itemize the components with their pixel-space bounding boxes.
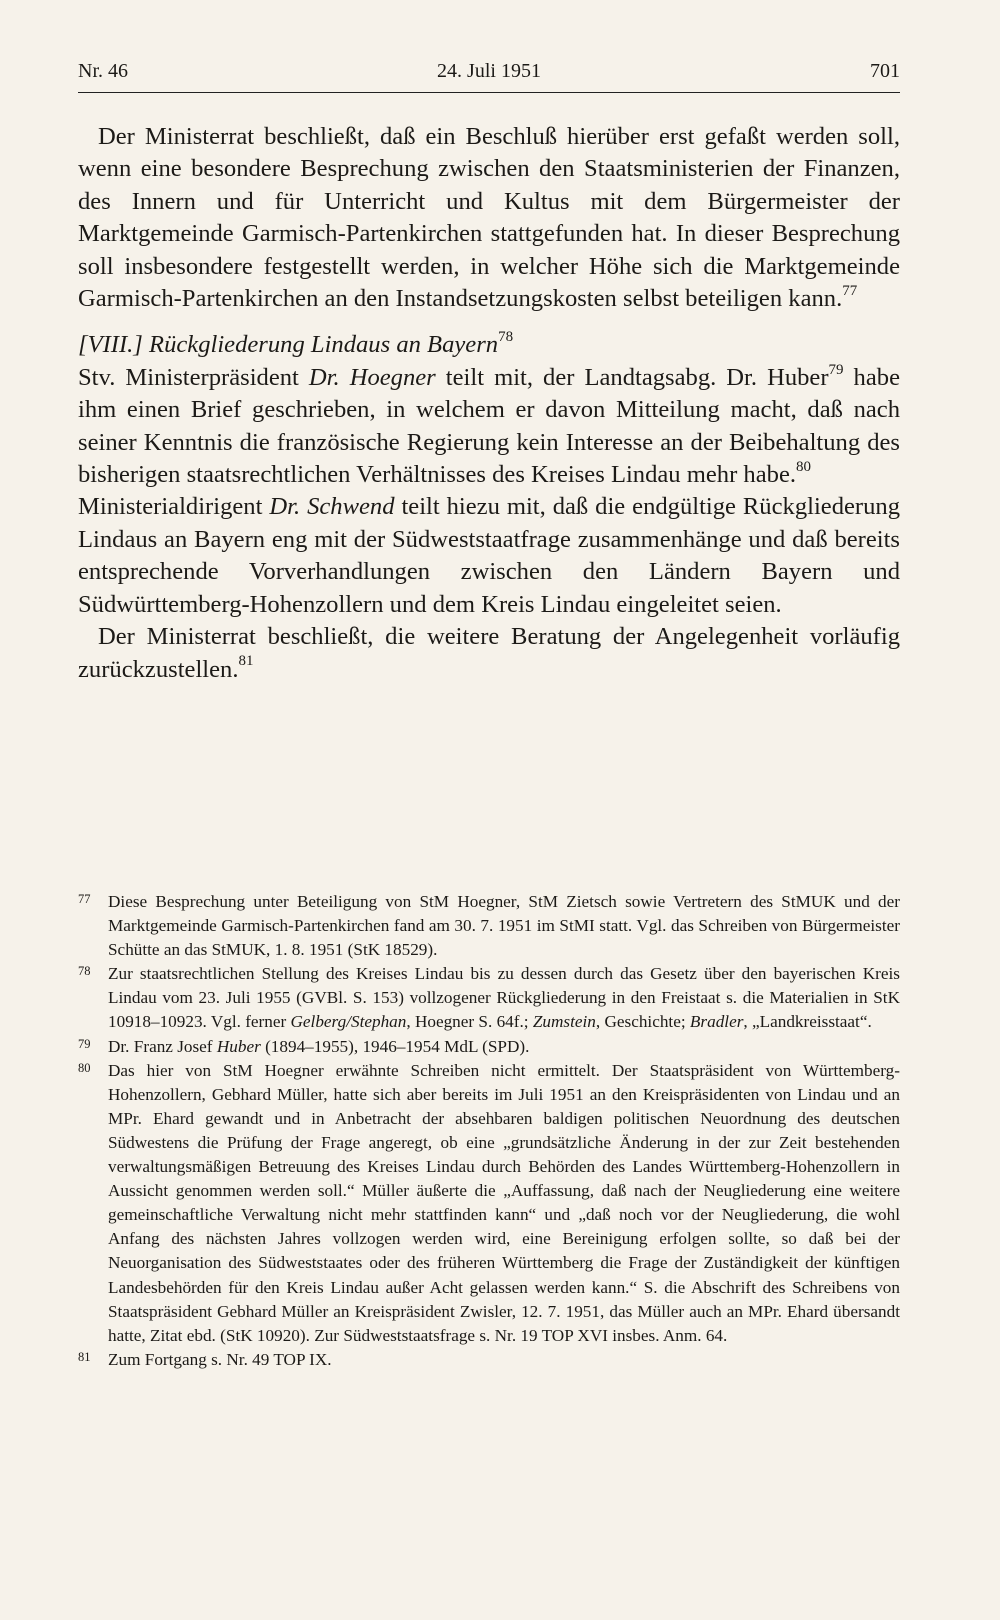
footnote-ref-81: 81 (238, 653, 254, 670)
footnote-number: 78 (78, 964, 91, 979)
heading-number: [VIII.] (78, 331, 143, 359)
main-text (78, 121, 900, 686)
footnote-80: 80 Das hier von StM Hoegner erwähnte Schreiben nicht ermittelt. Der Staatspräsident von Württemberg-Hohenzollern, Gebhard Müller, hatte sich aber bereits im Juli 1951 an den Kreispräsidenten von Lindau und an MPr. Ehard gewandt und in Anbetracht der absehbaren baldigen politischen Neuordnung des deutschen Südwestens die Prüfung der Frage angeregt, ob eine „grundsätzliche Änderung in der zur Zeit bestehenden verwaltungsmäßigen Betreuung des Kreises Lindau durch Behörden des Landes Württemberg-Hohenzollern in Aussicht genommen werden soll.“ Müller äußerte die „Auffassung, daß nach der Neugliederung eine weitere gemeinschaftliche Verwaltung nicht mehr stattfinden kann“ und „daß noch vor der Neugliederung, die wohl Anfang des nächsten Jahres vollzogen werden wird, eine Bereinigung erfolgen sollte, so daß bei der Neuorganisation des Südweststaates oder des früheren Württemberg die Frage der Zuständigkeit der künftigen Landesbehörden für den Kreis Lindau außer Acht gelassen werden kann.“ S. die Abschrift des Schreibens von Staatspräsident Gebhard Müller an Kreispräsident Zwisler, 12. 7. 1951, das Müller auch an MPr. Ehard übersandt hatte, Zitat ebd. (StK 10920). Zur Südweststaatsfrage s. Nr. 19 TOP XVI insbes. Anm. 64. (78, 1059, 900, 1348)
heading-title: Rückgliederung Lindaus an Bayern (149, 331, 499, 359)
footnote-ref-79: 79 (828, 361, 844, 378)
section-heading (78, 329, 900, 361)
footnote-number: 80 (78, 1060, 91, 1075)
document-number: Nr. 46 (78, 60, 128, 82)
footnote-81: 81 Zum Fortgang s. Nr. 49 TOP IX. (78, 1348, 900, 1372)
paragraph-hoegner: Stv. Ministerpräsident Dr. Hoegner teilt mit, der Landtagsabg. Dr. Huber$^{79}$ habe ihm einen Brief geschrieben, in welchem er davon Mitteilung macht, daß nach seiner Kenntnis die französische Regierung kein Interesse an der Beibehaltung des bisherigen staatsrechtlichen Verhältnisses des Kreises Lindau mehr habe.$^{80}$ (78, 361, 900, 489)
header-date: 24. Juli 1951 (437, 60, 541, 82)
footnote-number: 77 (78, 892, 91, 906)
footnote-number: 79 (78, 1036, 91, 1051)
footnote-ref-77: 77 (842, 282, 858, 299)
footnote-78: 78 Zur staatsrechtlichen Stellung des Kreises Lindau bis zu dessen durch das Gesetz über den bayerischen Kreis Lindau vom 23. Juli 1955 (GVBl. S. 153) vollzogener Rückgliederung in den Freistaat s. die Materialien in StK 10918–10923. Vgl. ferner Gelberg/Stephan, Hoegner S. 64f.; Zumstein, Geschichte; Bradler, „Landkreisstaat“. (78, 962, 900, 1034)
running-header (78, 58, 900, 93)
footnote-ref-80: 80 (796, 458, 812, 475)
footnote-77: 77 Diese Besprechung unter Beteiligung von StM Hoegner, StM Zietsch sowie Vertretern des StMUK und der Marktgemeinde Garmisch-Partenkirchen fand am 30. 7. 1951 im StMI statt. Vgl. das Schreiben von Bürgermeister Schütte an das StMUK, 1. 8. 1951 (StK 18529). (78, 890, 900, 962)
footnotes (78, 890, 900, 1372)
footnote-79: 79 Dr. Franz Josef Huber (1894–1955), 1946–1954 MdL (SPD). (78, 1035, 900, 1059)
paragraph-decision: Der Ministerrat beschließt, daß ein Beschluß hierüber erst gefaßt werden soll, wenn eine besondere Besprechung zwischen den Staatsministerien der Finanzen, des Innern und für Unterricht und Kultus mit dem Bürgermeister der Marktgemeinde Garmisch-Partenkirchen stattgefunden hat. In dieser Besprechung soll insbesondere festgestellt werden, in welcher Höhe sich die Marktgemeinde Garmisch-Partenkirchen an den Instandsetzungskosten selbst beteiligen kann.$^{77}$ (78, 123, 900, 313)
footnote-number: 81 (78, 1349, 91, 1364)
paragraph-decision-2: Der Ministerrat beschließt, die weitere Beratung der Angelegenheit vorläufig zurückzustellen.$^{81}$ (78, 623, 900, 683)
page-number: 701 (870, 60, 900, 82)
footnote-ref-78: 78 (498, 329, 514, 346)
paragraph-schwend: Ministerialdirigent Dr. Schwend teilt hiezu mit, daß die endgültige Rückgliederung Lindaus an Bayern eng mit der Südweststaatfrage zusammenhänge und daß bereits entsprechende Vorverhandlungen zwischen den Ländern Bayern und Südwürttemberg-Hohenzollern und dem Kreis Lindau eingeleitet seien. (78, 493, 900, 618)
document-page (78, 0, 900, 1620)
